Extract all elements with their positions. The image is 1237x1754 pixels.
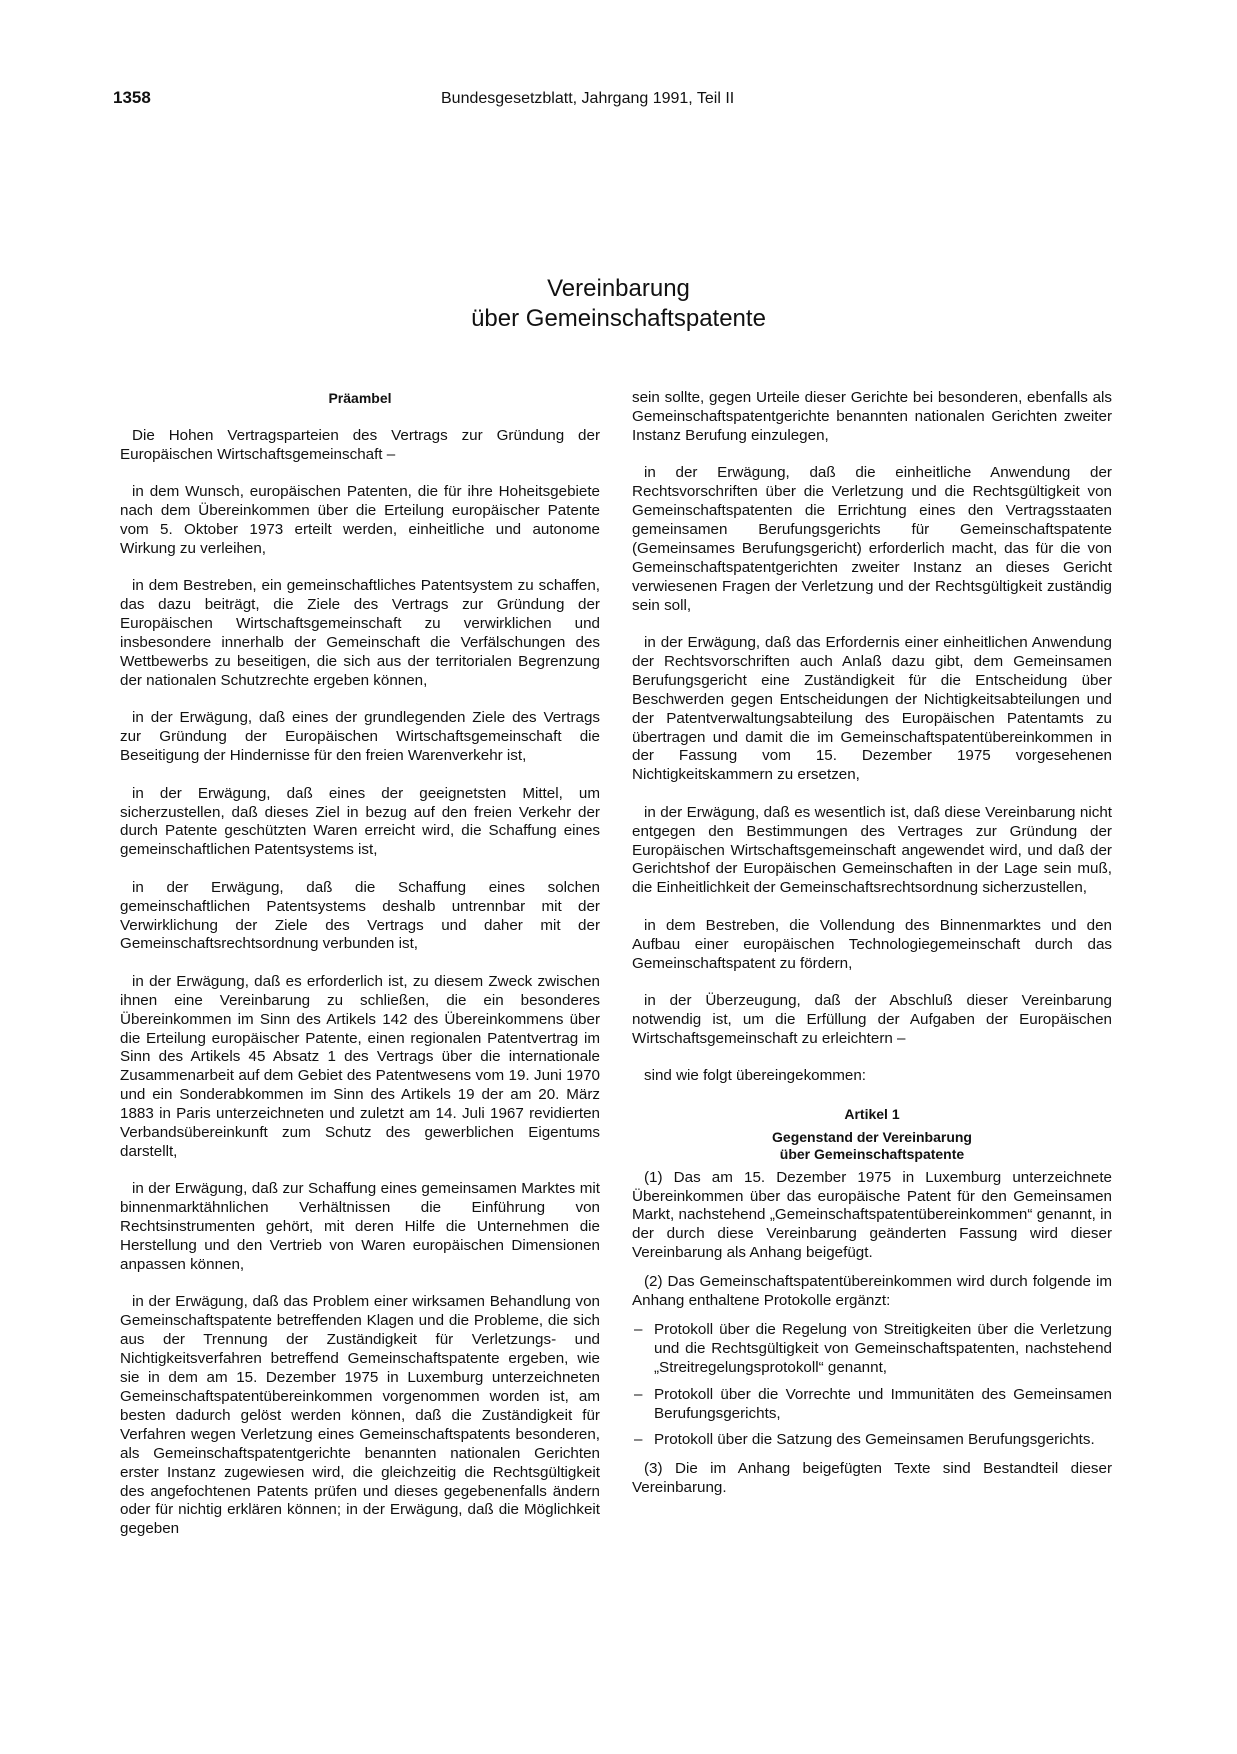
article-number: Artikel 1	[844, 1105, 900, 1122]
preamble-paragraph: Die Hohen Vertragsparteien des Vertrags zur Gründung der Europäischen Wirtschaftsgemeinschaft –	[120, 427, 600, 463]
article-paragraph-3: (3) Die im Anhang beigefügten Texte sind Bestandteil dieser Vereinbarung.	[632, 1460, 1112, 1497]
preamble-paragraph: sein sollte, gegen Urteile dieser Gerichte bei besonderen, ebenfalls als Gemeinschaftspatentgerichte benannten nationalen Gerichten zweiter Instanz Berufung einzulegen,	[632, 389, 1112, 444]
preamble-paragraph: in der Erwägung, daß eines der grundlegenden Ziele des Vertrags zur Gründung der Europäischen Wirtschaftsgemeinschaft die Beseitigung der Hindernisse für den freien Warenverkehr ist,	[120, 709, 600, 765]
preamble-paragraph: in der Erwägung, daß das Erfordernis einer einheitlichen Anwendung der Rechtsvorschriften auch Anlaß dazu gibt, dem Gemeinsamen Berufungsgericht eine Zuständigkeit für die Entscheidung über Beschwerden gegen Entscheidungen der Nichtigkeitsabteilungen und der Patentverwaltungsabteilung des Europäischen Patentamts zu übertragen und damit die im Gemeinschaftspatentübereinkommen in der Fassung vom 15. Dezember 1975 vorgesehenen Nichtigkeitskammern zu ersetzen,	[632, 633, 1112, 784]
preamble-paragraph: in der Erwägung, daß die einheitliche Anwendung der Rechtsvorschriften über die Verletzung und die Rechtsgültigkeit von Gemeinschaftspatenten die Errichtung eines den Vertragsstaaten gemeinsamen Berufungsgerichts für Gemeinschaftspatente (Gemeinsames Berufungsgericht) erforderlich macht, das für die von Gemeinschaftspatentgerichten zweiter Instanz an dieses Gericht verwiesenen Fragen der Verletzung und der Rechtsgültigkeit zuständig sein soll,	[632, 464, 1112, 614]
agreement-line: sind wie folgt übereingekommen:	[644, 1067, 867, 1085]
preamble-paragraph: in der Erwägung, daß eines der geeignetsten Mittel, um sicherzustellen, daß dieses Ziel in bezug auf den freien Verkehr der durch Patente geschützten Waren erreicht wird, die Schaffung eines gemeinschaftlichen Patentsystems ist,	[120, 784, 600, 859]
protocol-list-item: – Protokoll über die Regelung von Streitigkeiten über die Verletzung und die Rechtsgültigkeit von Gemeinschaftspatenten, nachstehend „Streitregelungsprotokoll“ genannt,	[632, 1321, 1112, 1378]
preamble-paragraph: in der Überzeugung, daß der Abschluß dieser Vereinbarung notwendig ist, um die Erfüllung der Aufgaben der Europäischen Wirtschaftsgemeinschaft zu erleichtern –	[632, 991, 1112, 1047]
article-title-line-2: über Gemeinschaftspatente	[779, 1145, 965, 1162]
left-column	[120, 389, 600, 1558]
running-head: Bundesgesetzblatt, Jahrgang 1991, Teil II	[441, 90, 735, 107]
article-paragraph-1: (1) Das am 15. Dezember 1975 in Luxemburg unterzeichnete Übereinkommen über das europäische Patent für den Gemeinsamen Markt, nachstehend „Gemeinschaftspatentübereinkommen“ genannt, in der durch diese Vereinbarung geänderten Fassung wird dieser Vereinbarung als Anhang beigefügt.	[632, 1168, 1112, 1262]
page-number: 1358	[113, 88, 151, 107]
protocol-list	[632, 1321, 1112, 1450]
preamble-paragraph: in der Erwägung, daß es wesentlich ist, daß diese Vereinbarung nicht entgegen den Bestimmungen des Vertrages zur Gründung der Europäischen Wirtschaftsgemeinschaft angewendet wird, und daß der Gerichtshof der Europäischen Gemeinschaften in der Lage sein muß, die Einheitlichkeit der Gemeinschaftsrechtsordnung sicherzustellen,	[632, 803, 1112, 897]
article-title	[632, 1129, 1112, 1163]
preamble-heading: Präambel	[328, 390, 392, 406]
preamble-paragraph: in der Erwägung, daß es erforderlich ist, zu diesem Zweck zwischen ihnen eine Vereinbarung zu schließen, die ein besonderes Übereinkommen im Sinn des Artikels 142 des Übereinkommens über die Erteilung europäischer Patente, einen regionalen Patentvertrag im Sinn des Artikels 45 Absatz 1 des Vertrags über die internationale Zusammenarbeit auf dem Gebiet des Patentwesens vom 19. Juni 1970 und ein Sonderabkommen im Sinn des Artikels 19 der am 20. März 1883 in Paris unterzeichneten und zuletzt am 14. Juli 1967 revidierten Verbandsübereinkunft zum Schutz des gewerblichen Eigentums darstellt,	[120, 972, 600, 1160]
right-column	[632, 389, 1112, 1508]
article-title-line-1: Gegenstand der Vereinbarung	[772, 1128, 972, 1145]
protocol-list-item: – Protokoll über die Satzung des Gemeinsamen Berufungsgerichts.	[632, 1431, 1112, 1450]
preamble-paragraph: in der Erwägung, daß die Schaffung eines solchen gemeinschaftlichen Patentsystems deshalb untrennbar mit der Verwirklichung der Ziele des Vertrags und daher mit der Gemeinschaftsrechtsordnung verbunden ist,	[120, 878, 600, 953]
preamble-paragraph: in der Erwägung, daß das Problem einer wirksamen Behandlung von Gemeinschaftspatente betreffenden Klagen und die Probleme, die sich aus der Trennung der Zuständigkeit für Verletzungs- und Nichtigkeitsverfahren betreffend Gemeinschaftspatente ergeben, wie sie in dem am 15. Dezember 1975 in Luxemburg unterzeichneten Gemeinschaftspatentübereinkommen vorgenommen worden ist, am besten dadurch gelöst werden können, daß die Zuständigkeit für Verfahren wegen Verletzung eines Gemeinschaftspatents besonderen, als Gemeinschaftspatentgerichte benannten nationalen Gerichten erster Instanz zugewiesen wird, die gleichzeitig die Rechtsgültigkeit des angefochtenen Patents prüfen und dieses gegebenenfalls ändern oder für nichtig erklären können; in der Erwägung, daß die Möglichkeit gegeben	[120, 1293, 600, 1538]
preamble-paragraph: in dem Wunsch, europäischen Patenten, die für ihre Hoheitsgebiete nach dem Übereinkommen über die Erteilung europäischer Patente vom 5. Oktober 1973 erteilt werden, einheitliche und autonome Wirkung zu verleihen,	[120, 483, 600, 558]
document-title-line-1: Vereinbarung	[547, 275, 690, 302]
preamble-paragraph: in dem Bestreben, die Vollendung des Binnenmarktes und den Aufbau einer europäischen Technologiegemeinschaft durch das Gemeinschaftspatent zu fördern,	[632, 916, 1112, 972]
article-paragraph-2: (2) Das Gemeinschaftspatentübereinkommen wird durch folgende im Anhang enthaltene Protokolle ergänzt:	[632, 1273, 1112, 1310]
preamble-paragraph: in der Erwägung, daß zur Schaffung eines gemeinsamen Marktes mit binnenmarktähnlichen Verhältnissen die Einführung von Rechtsinstrumenten gehört, mit deren Hilfe die Unternehmen die Herstellung und den Vertrieb von Waren europäischen Dimensionen anpassen können,	[120, 1180, 600, 1274]
document-title	[0, 274, 1237, 334]
preamble-paragraph: in dem Bestreben, ein gemeinschaftliches Patentsystem zu schaffen, das dazu beiträgt, die Ziele des Vertrags zur Gründung der Europäischen Wirtschaftsgemeinschaft zu verwirklichen und insbesondere innerhalb der Gemeinschaft die Verfälschungen des Wettbewerbs zu beseitigen, die sich aus der territorialen Begrenzung der nationalen Schutzrechte ergeben können,	[120, 577, 600, 689]
protocol-list-item: – Protokoll über die Vorrechte und Immunitäten des Gemeinsamen Berufungsgerichts,	[632, 1386, 1112, 1424]
document-title-line-2: über Gemeinschaftspatente	[471, 305, 766, 332]
